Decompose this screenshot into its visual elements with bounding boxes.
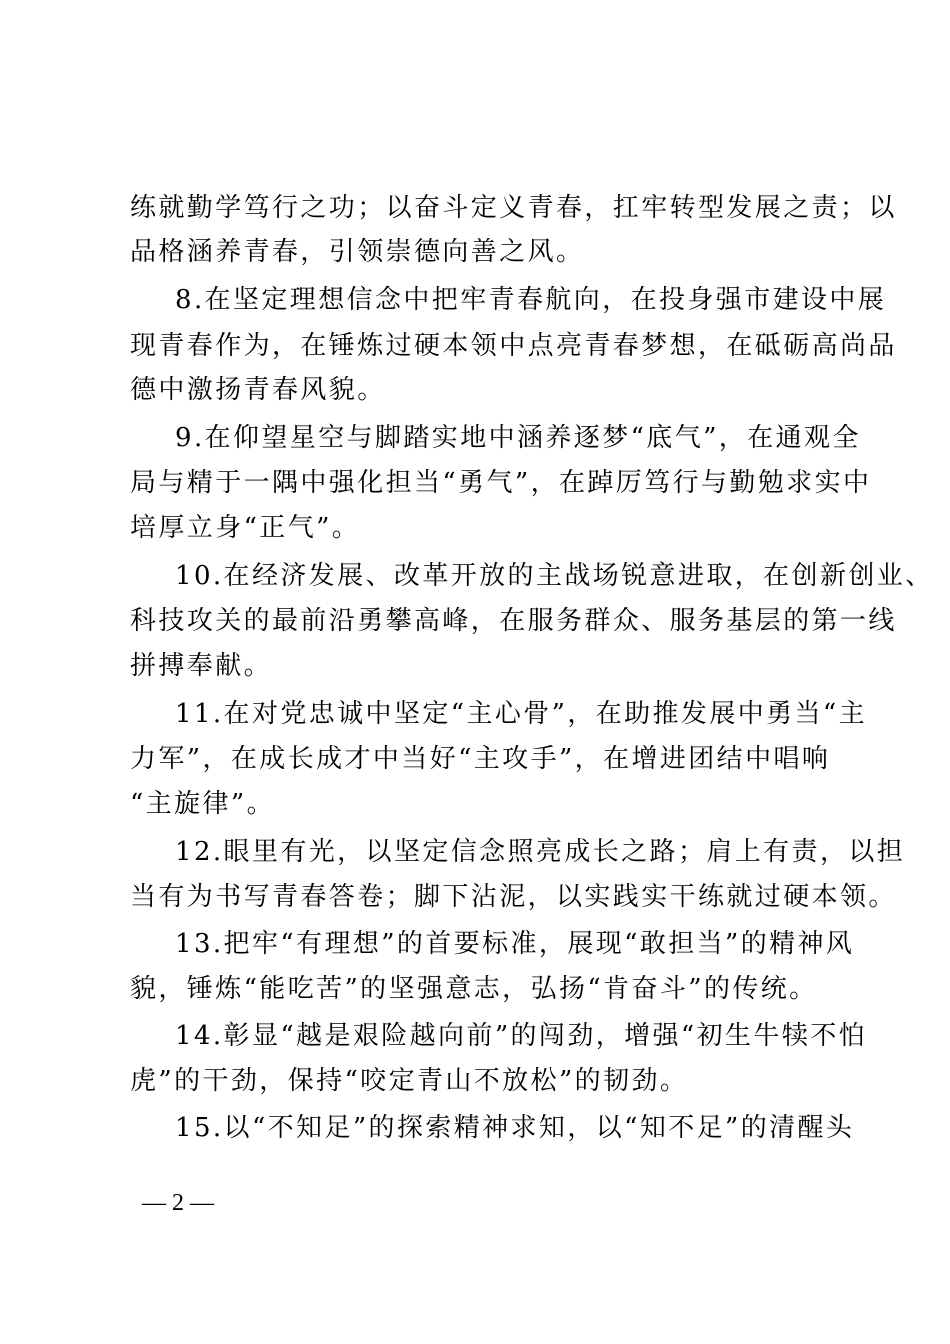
paragraph-9-line-1: 9.在仰望星空与脚踏实地中涵养逐梦“底气”，在通观全	[175, 423, 861, 453]
text-line: 科技攻关的最前沿勇攀高峰，在服务群众、服务基层的第一线	[130, 606, 897, 636]
text-line: 培厚立身“正气”。	[130, 513, 361, 543]
text-line: 练就勤学笃行之功；以奋斗定义青春，扛牢转型发展之责；以	[130, 193, 897, 223]
paragraph-12-line-1: 12.眼里有光，以坚定信念照亮成长之路；肩上有责，以担	[175, 837, 906, 867]
text-line: 现青春作为，在锤炼过硬本领中点亮青春梦想，在砥砺高尚品	[130, 331, 897, 361]
text-line: 品格涵养青春，引领崇德向善之风。	[130, 237, 585, 267]
text-line: 虎”的干劲，保持“咬定青山不放松”的韧劲。	[130, 1066, 689, 1096]
text-line: “主旋律”。	[130, 789, 275, 819]
text-line: 当有为书写青春答卷；脚下沾泥，以实践实干练就过硬本领。	[130, 882, 897, 912]
page-number: — 2 —	[142, 1190, 214, 1216]
paragraph-11-line-1: 11.在对党忠诚中坚定“主心骨”，在助推发展中勇当“主	[175, 699, 868, 729]
text-line: 貌，锤炼“能吃苦”的坚强意志，弘扬“肯奋斗”的传统。	[130, 974, 818, 1004]
text-line: 拼搏奉献。	[130, 651, 273, 681]
paragraph-8-line-1: 8.在坚定理想信念中把牢青春航向，在投身强市建设中展	[175, 285, 887, 315]
paragraph-10-line-1: 10.在经济发展、改革开放的主战场锐意进取，在创新创业、	[175, 561, 934, 591]
text-line: 德中激扬青春风貌。	[130, 375, 386, 405]
paragraph-15-line-1: 15.以“不知足”的探索精神求知，以“知不足”的清醒头	[175, 1113, 855, 1143]
paragraph-13-line-1: 13.把牢“有理想”的首要标准，展现“敢担当”的精神风	[175, 929, 855, 959]
text-line: 局与精于一隅中强化担当“勇气”，在踔厉笃行与勤勉求实中	[130, 468, 872, 498]
text-line: 力军”，在成长成才中当好“主攻手”，在增进团结中唱响	[130, 744, 831, 774]
paragraph-14-line-1: 14.彰显“越是艰险越向前”的闯劲，增强“初生牛犊不怕	[175, 1021, 868, 1051]
